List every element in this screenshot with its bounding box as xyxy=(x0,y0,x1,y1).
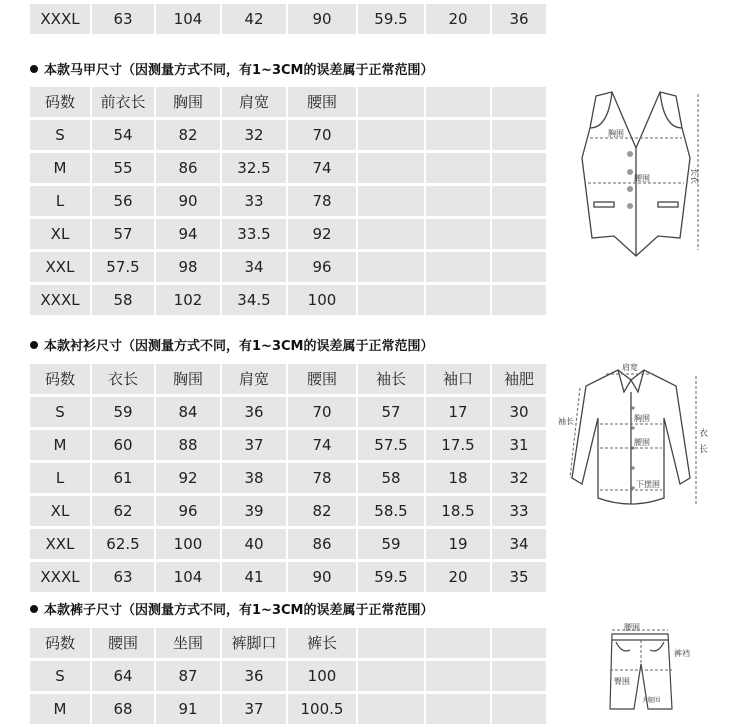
column-header xyxy=(426,87,490,117)
shirt-length-label-1: 衣 xyxy=(699,429,709,439)
table-row xyxy=(30,562,546,595)
table-cell: 59.5 xyxy=(358,562,424,592)
pants-hip-label: 臀围 xyxy=(614,677,630,686)
table-cell: 34.5 xyxy=(222,285,286,315)
table-cell: 86 xyxy=(156,153,220,183)
table-row xyxy=(30,496,546,529)
column-header: 腰围 xyxy=(288,87,356,117)
table-cell xyxy=(492,219,546,249)
table-cell: 61 xyxy=(92,463,154,493)
table-cell: 32.5 xyxy=(222,153,286,183)
table-cell: 33.5 xyxy=(222,219,286,249)
column-header: 袖口 xyxy=(426,364,490,394)
table-header-row xyxy=(30,628,546,661)
table-cell: 70 xyxy=(288,397,356,427)
table-cell: 18.5 xyxy=(426,496,490,526)
column-header: 袖肥 xyxy=(492,364,546,394)
table-cell xyxy=(426,661,490,691)
table-cell: 35 xyxy=(492,562,546,592)
table-cell: 100 xyxy=(156,529,220,559)
table-cell: 36 xyxy=(222,661,286,691)
top-partial-table xyxy=(30,4,546,37)
table-cell: XXL xyxy=(30,529,90,559)
table-cell: S xyxy=(30,661,90,691)
table-cell: 102 xyxy=(156,285,220,315)
column-header: 袖长 xyxy=(358,364,424,394)
table-cell xyxy=(426,694,490,724)
table-cell xyxy=(492,694,546,724)
table-row xyxy=(30,285,546,318)
table-cell xyxy=(358,661,424,691)
table-cell: M xyxy=(30,153,90,183)
table-cell xyxy=(426,153,490,183)
table-cell: 57 xyxy=(358,397,424,427)
shirt-title-text: 本款衬衫尺寸（因测量方式不同，有1~3CM的误差属于正常范围） xyxy=(44,339,434,354)
table-cell: 58.5 xyxy=(358,496,424,526)
table-cell xyxy=(426,120,490,150)
shirt-chest-label: 胸围 xyxy=(634,414,650,423)
pants-size-title xyxy=(30,602,433,620)
table-cell: 19 xyxy=(426,529,490,559)
vest-chest-label: 胸围 xyxy=(608,129,624,138)
table-cell xyxy=(492,120,546,150)
table-cell: XL xyxy=(30,496,90,526)
bullet-icon xyxy=(30,605,38,613)
column-header: 码数 xyxy=(30,364,90,394)
table-cell: XXL xyxy=(30,252,90,282)
table-cell: 32 xyxy=(222,120,286,150)
table-cell: 17 xyxy=(426,397,490,427)
column-header: 裤脚口 xyxy=(222,628,286,658)
table-cell: 41 xyxy=(222,562,286,592)
table-cell: 96 xyxy=(156,496,220,526)
table-cell: L xyxy=(30,463,90,493)
table-cell: 96 xyxy=(288,252,356,282)
table-cell: 55 xyxy=(92,153,154,183)
column-header xyxy=(492,87,546,117)
column-header: 腰围 xyxy=(92,628,154,658)
pants-crotch-label: 裤裆 xyxy=(674,649,690,658)
column-header: 肩宽 xyxy=(222,364,286,394)
table-row xyxy=(30,153,546,186)
column-header xyxy=(358,628,424,658)
table-row xyxy=(30,252,546,285)
column-header xyxy=(358,87,424,117)
table-cell: 31 xyxy=(492,430,546,460)
table-cell: 91 xyxy=(156,694,220,724)
table-cell: 84 xyxy=(156,397,220,427)
column-header xyxy=(492,628,546,658)
bullet-icon xyxy=(30,65,38,73)
table-cell: XXXL xyxy=(30,285,90,315)
table-cell xyxy=(358,186,424,216)
table-cell: 78 xyxy=(288,186,356,216)
table-cell: 42 xyxy=(222,4,286,34)
table-cell: 94 xyxy=(156,219,220,249)
vest-waist-label: 腰围 xyxy=(634,174,650,183)
table-cell: 82 xyxy=(288,496,356,526)
table-cell: 33 xyxy=(492,496,546,526)
table-header-row xyxy=(30,87,546,120)
table-cell: 90 xyxy=(156,186,220,216)
column-header: 胸围 xyxy=(156,364,220,394)
table-cell: 74 xyxy=(288,430,356,460)
table-cell: 100 xyxy=(288,285,356,315)
table-cell: 58 xyxy=(92,285,154,315)
table-cell: 36 xyxy=(222,397,286,427)
table-cell: 90 xyxy=(288,4,356,34)
table-cell xyxy=(492,252,546,282)
table-cell xyxy=(492,153,546,183)
table-cell: 54 xyxy=(92,120,154,150)
table-header-row xyxy=(30,364,546,397)
table-row xyxy=(30,219,546,252)
table-row xyxy=(30,4,546,37)
column-header: 码数 xyxy=(30,87,90,117)
table-cell: 82 xyxy=(156,120,220,150)
table-cell xyxy=(358,153,424,183)
table-cell: 20 xyxy=(426,4,490,34)
pants-waist-label: 腰围 xyxy=(624,623,640,632)
vest-size-table xyxy=(30,87,546,318)
table-cell: 57 xyxy=(92,219,154,249)
table-cell xyxy=(358,694,424,724)
table-row xyxy=(30,694,546,727)
column-header: 前衣长 xyxy=(92,87,154,117)
column-header: 坐围 xyxy=(156,628,220,658)
table-cell: 98 xyxy=(156,252,220,282)
table-row xyxy=(30,529,546,562)
table-cell: 63 xyxy=(92,562,154,592)
column-header: 衣长 xyxy=(92,364,154,394)
table-cell xyxy=(426,186,490,216)
pants-title-text: 本款裤子尺寸（因测量方式不同，有1~3CM的误差属于正常范围） xyxy=(44,603,434,618)
table-row xyxy=(30,430,546,463)
table-cell: 90 xyxy=(288,562,356,592)
table-cell: 33 xyxy=(222,186,286,216)
table-cell: 59.5 xyxy=(358,4,424,34)
table-cell: XXXL xyxy=(30,4,90,34)
table-cell: 37 xyxy=(222,430,286,460)
table-cell xyxy=(426,219,490,249)
pants-thigh-label: 大腿围 xyxy=(642,697,661,704)
table-cell: M xyxy=(30,430,90,460)
table-cell: 104 xyxy=(156,4,220,34)
shirt-waist-label: 腰围 xyxy=(634,438,650,447)
table-row xyxy=(30,120,546,153)
table-cell: 17.5 xyxy=(426,430,490,460)
vest-size-title xyxy=(30,62,433,80)
shirt-length-label-2: 长 xyxy=(699,445,709,455)
table-cell: S xyxy=(30,397,90,427)
table-cell: 30 xyxy=(492,397,546,427)
shirt-diagram xyxy=(556,358,709,518)
table-cell xyxy=(426,285,490,315)
pants-diagram xyxy=(596,624,696,709)
table-cell: 92 xyxy=(156,463,220,493)
table-cell: 86 xyxy=(288,529,356,559)
table-cell xyxy=(358,252,424,282)
table-cell: 62 xyxy=(92,496,154,526)
table-cell: 32 xyxy=(492,463,546,493)
table-cell: 68 xyxy=(92,694,154,724)
table-cell: 34 xyxy=(492,529,546,559)
pants-size-table xyxy=(30,628,546,727)
table-cell: 58 xyxy=(358,463,424,493)
shirt-size-table xyxy=(30,364,546,595)
shirt-hem-label: 下摆围 xyxy=(636,480,660,489)
table-cell: 70 xyxy=(288,120,356,150)
table-cell: 88 xyxy=(156,430,220,460)
table-cell: 40 xyxy=(222,529,286,559)
table-cell: XXXL xyxy=(30,562,90,592)
bullet-icon xyxy=(30,341,38,349)
table-cell: 39 xyxy=(222,496,286,526)
table-cell: M xyxy=(30,694,90,724)
table-cell xyxy=(358,285,424,315)
table-cell: 92 xyxy=(288,219,356,249)
table-row xyxy=(30,397,546,430)
vest-diagram xyxy=(568,88,708,258)
table-cell: L xyxy=(30,186,90,216)
table-row xyxy=(30,186,546,219)
column-header xyxy=(426,628,490,658)
table-cell: 74 xyxy=(288,153,356,183)
table-cell xyxy=(426,252,490,282)
table-cell: 18 xyxy=(426,463,490,493)
table-cell: 37 xyxy=(222,694,286,724)
vest-title-text: 本款马甲尺寸（因测量方式不同，有1~3CM的误差属于正常范围） xyxy=(44,63,434,78)
shirt-shoulder-label: 肩宽 xyxy=(622,363,638,372)
table-cell: 38 xyxy=(222,463,286,493)
table-cell: 59 xyxy=(92,397,154,427)
table-cell: 104 xyxy=(156,562,220,592)
table-cell: S xyxy=(30,120,90,150)
table-cell: 100.5 xyxy=(288,694,356,724)
column-header: 裤长 xyxy=(288,628,356,658)
table-cell: 56 xyxy=(92,186,154,216)
table-cell: 20 xyxy=(426,562,490,592)
table-row xyxy=(30,661,546,694)
shirt-sleeve-label: 袖长 xyxy=(558,417,574,426)
table-cell: 64 xyxy=(92,661,154,691)
table-cell: 63 xyxy=(92,4,154,34)
table-cell: 57.5 xyxy=(358,430,424,460)
table-cell xyxy=(492,661,546,691)
table-cell: 57.5 xyxy=(92,252,154,282)
table-cell xyxy=(492,285,546,315)
table-cell xyxy=(358,219,424,249)
table-cell: 78 xyxy=(288,463,356,493)
table-cell: 87 xyxy=(156,661,220,691)
table-cell: 60 xyxy=(92,430,154,460)
table-cell: 59 xyxy=(358,529,424,559)
table-cell xyxy=(492,186,546,216)
table-cell: 62.5 xyxy=(92,529,154,559)
table-cell: XL xyxy=(30,219,90,249)
vest-length-label: 长衣 xyxy=(690,168,699,184)
table-cell: 100 xyxy=(288,661,356,691)
table-cell: 34 xyxy=(222,252,286,282)
column-header: 腰围 xyxy=(288,364,356,394)
table-row xyxy=(30,463,546,496)
column-header: 码数 xyxy=(30,628,90,658)
column-header: 肩宽 xyxy=(222,87,286,117)
table-cell xyxy=(358,120,424,150)
column-header: 胸围 xyxy=(156,87,220,117)
shirt-size-title xyxy=(30,338,433,356)
table-cell: 36 xyxy=(492,4,546,34)
